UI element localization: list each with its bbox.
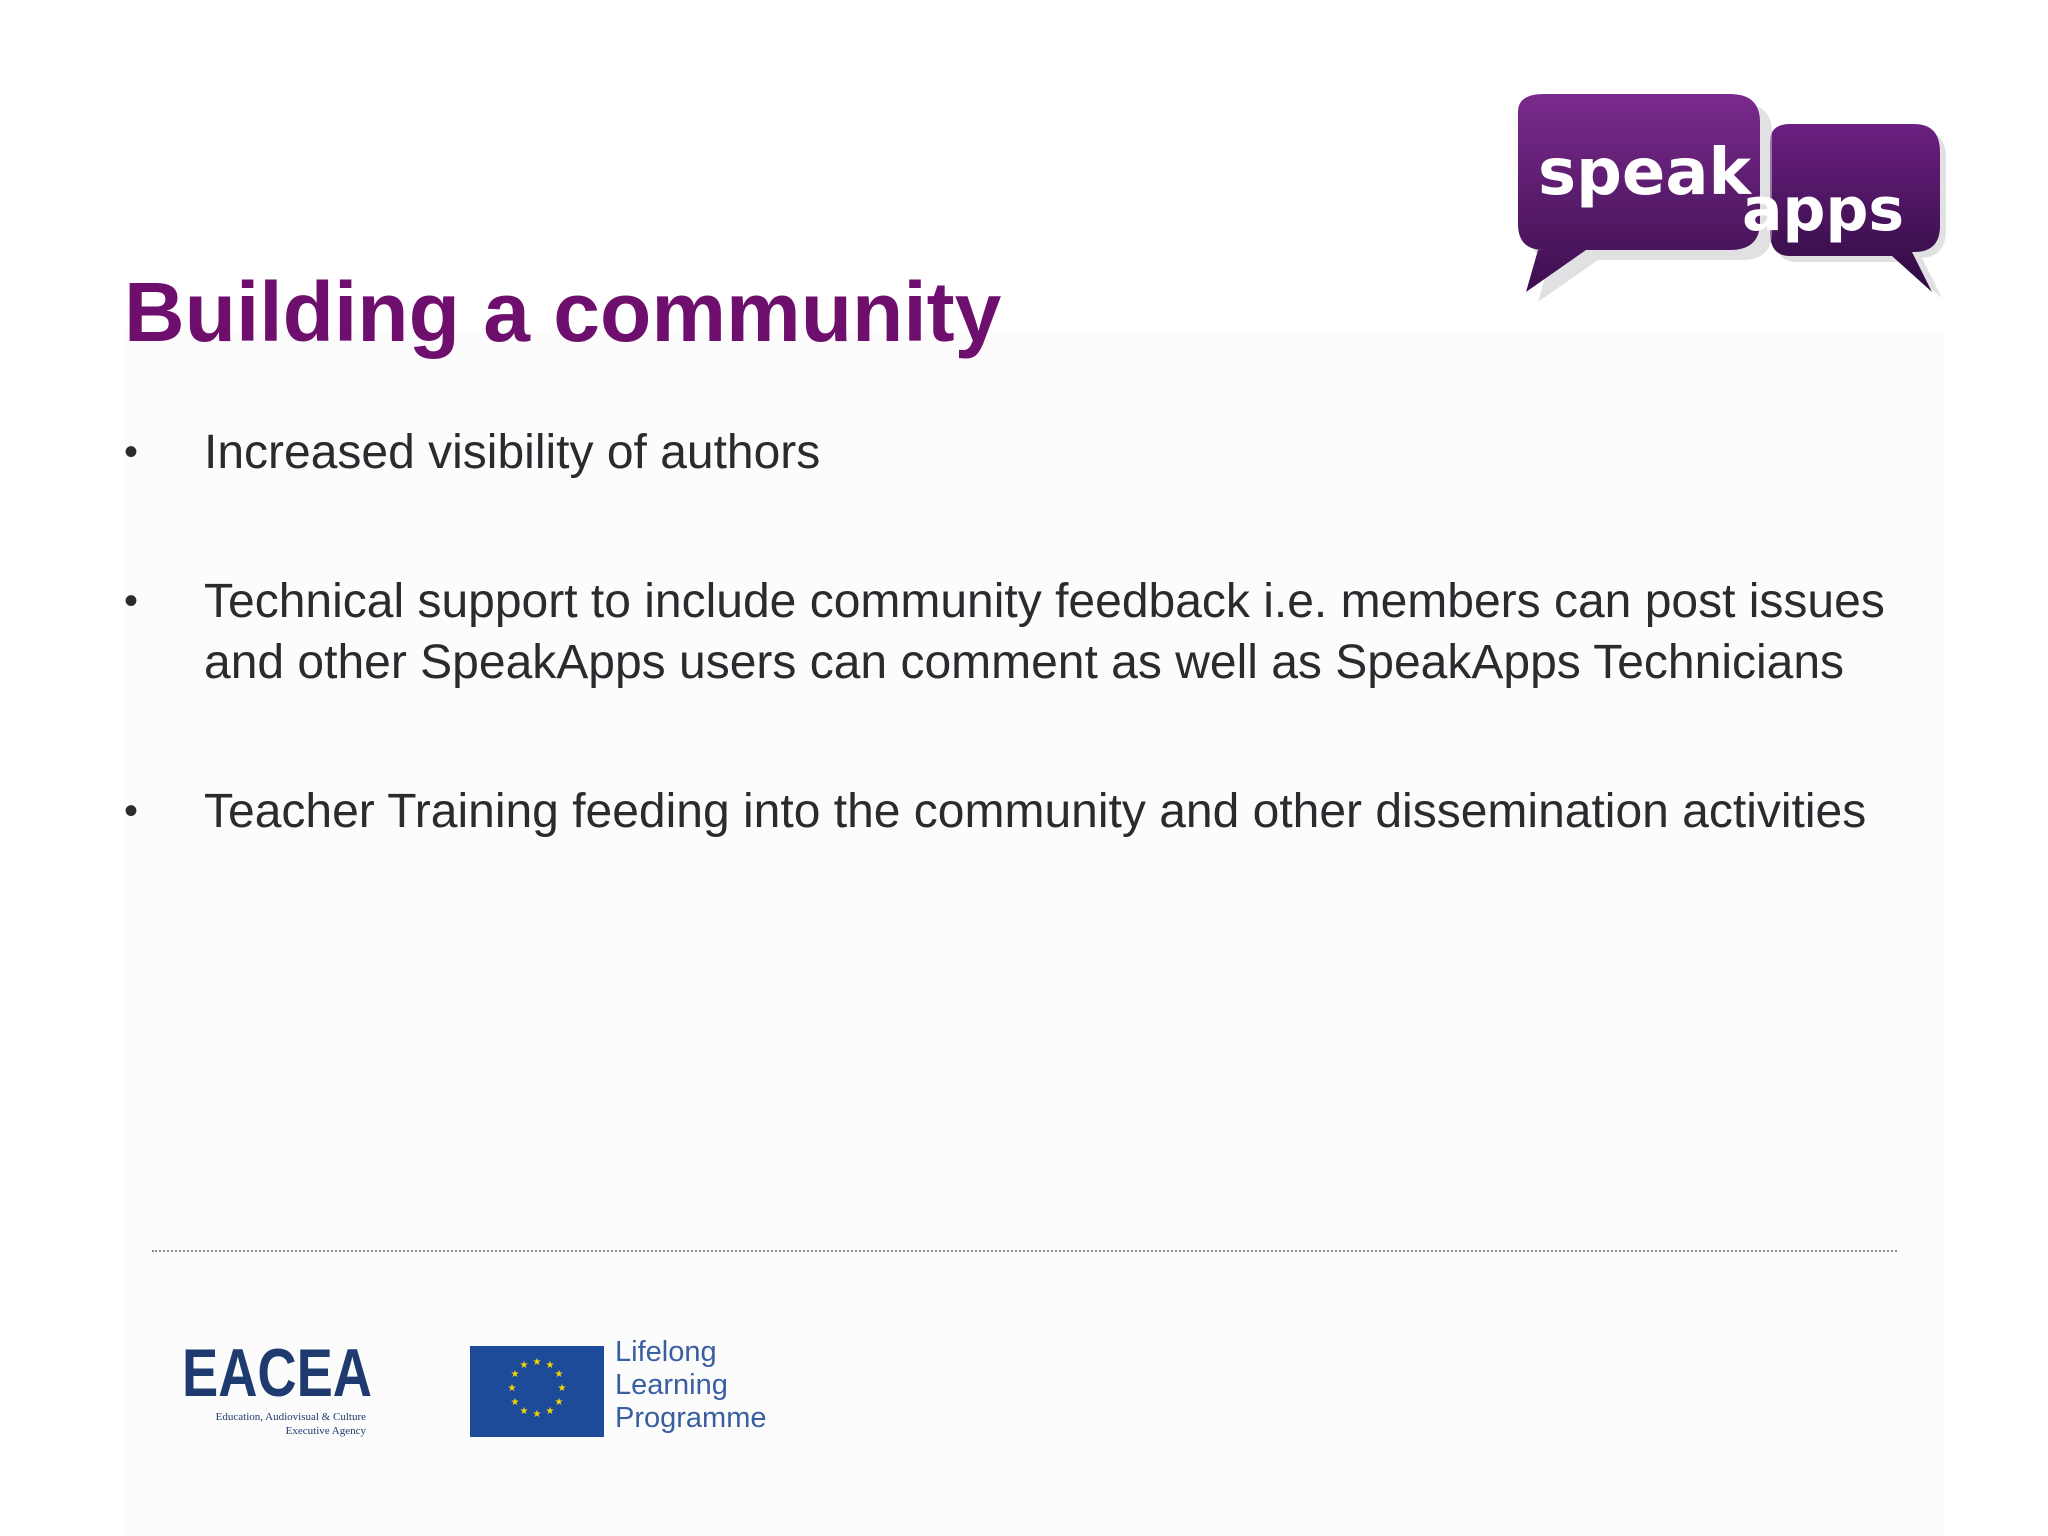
- svg-text:★: ★: [519, 1360, 529, 1371]
- svg-text:★: ★: [554, 1369, 564, 1380]
- llp-line1: Lifelong: [615, 1336, 717, 1368]
- eacea-line2: Executive Agency: [285, 1425, 366, 1437]
- slide-title: Building a community: [124, 265, 1002, 359]
- svg-text:★: ★: [545, 1360, 555, 1371]
- bullet-item: [124, 571, 1904, 693]
- bullet-marker: •: [124, 789, 139, 833]
- llp-line2: Learning: [615, 1369, 728, 1401]
- speakapps-logo-text-apps: apps: [1742, 175, 1905, 245]
- bullet-item: [124, 781, 1904, 842]
- speakapps-logo: [1514, 98, 1946, 324]
- bullet-text: Increased visibility of authors: [204, 426, 821, 479]
- svg-text:★: ★: [507, 1383, 517, 1394]
- lifelong-learning-text: [615, 1336, 767, 1435]
- bullet-item: [124, 422, 1904, 483]
- speakapps-logo-text-speak: speak: [1538, 136, 1752, 210]
- svg-text:★: ★: [545, 1406, 555, 1417]
- svg-text:★: ★: [554, 1397, 564, 1408]
- eu-flag-icon: [470, 1346, 604, 1437]
- bullet-marker: •: [124, 579, 139, 623]
- svg-text:★: ★: [532, 1409, 542, 1420]
- lifelong-learning-logo: [470, 1336, 830, 1446]
- bullet-text: Technical support to include community feedback i.e. members can post issues and other SpeakApps users can comment as well as SpeakApps Technicians: [204, 575, 1885, 689]
- svg-text:★: ★: [519, 1406, 529, 1417]
- svg-text:★: ★: [510, 1369, 520, 1380]
- bullet-text: Teacher Training feeding into the community and other dissemination activities: [204, 785, 1867, 838]
- svg-text:★: ★: [532, 1357, 542, 1368]
- svg-text:★: ★: [510, 1397, 520, 1408]
- bullet-marker: •: [124, 430, 139, 474]
- llp-line3: Programme: [615, 1402, 767, 1434]
- footer-divider: [152, 1250, 1897, 1252]
- eacea-line1: Education, Audiovisual & Culture: [215, 1411, 366, 1423]
- eacea-logo: [178, 1320, 378, 1450]
- bullet-list: [124, 422, 1904, 842]
- eacea-wordmark: EACEA: [182, 1335, 372, 1411]
- svg-text:★: ★: [557, 1383, 567, 1394]
